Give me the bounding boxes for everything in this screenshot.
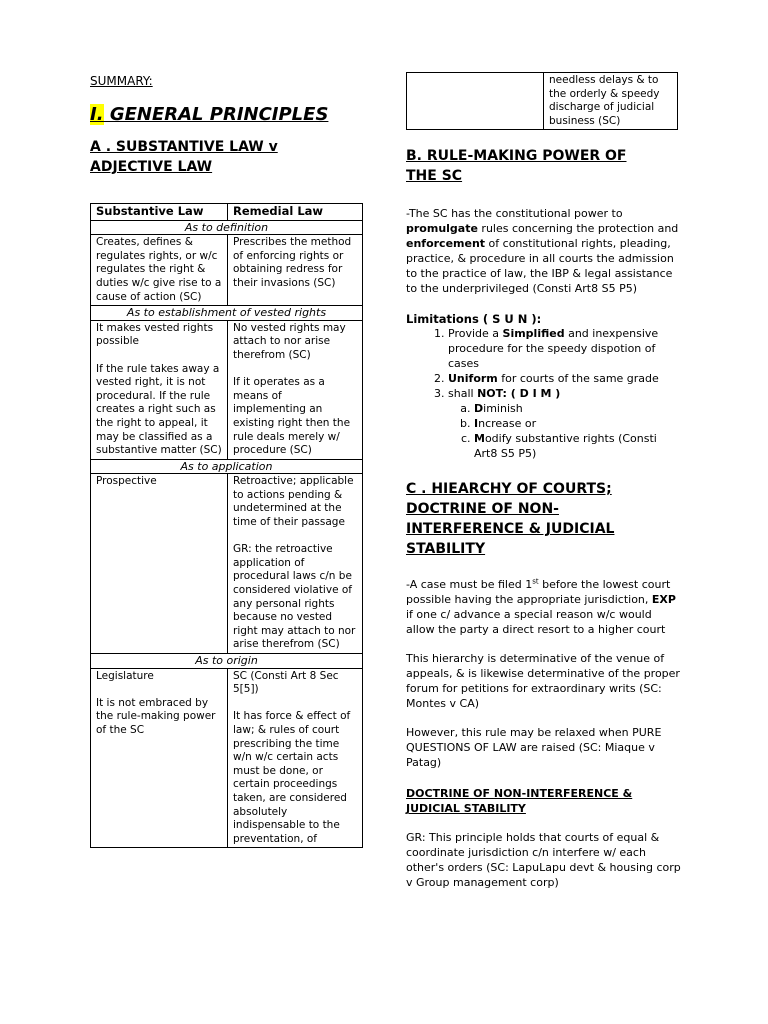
text-run: rules concerning the protection and [477, 222, 679, 236]
section-application: As to application [91, 459, 363, 474]
superscript: st [532, 577, 539, 586]
dim-list [448, 401, 681, 461]
dim-item [474, 401, 681, 416]
text-run: iminish [483, 402, 523, 416]
cell-app-remedial [228, 474, 363, 654]
cell-text: It has force & effect of law; & rules of court prescribing the time w/n w/c certain acts must be done, or certain proceedings taken, are considered absolutely indispensable to the preventation, of [233, 710, 351, 845]
section-c-heading [406, 479, 681, 559]
cell-vested-substantive [91, 320, 228, 459]
text-run-bold: Uniform [448, 372, 498, 386]
doctrine-line: JUDICIAL STABILITY [406, 802, 526, 816]
limitations-title: Limitations ( S U N ): [406, 312, 542, 327]
text-run-bold: NOT: ( D I M ) [477, 387, 561, 401]
text-run: ncrease or [478, 417, 537, 431]
text-run: Provide a [448, 327, 503, 341]
cell-origin-substantive [91, 668, 228, 848]
text-run-bold: I [474, 417, 479, 431]
dim-item [474, 416, 681, 431]
section-b-line1: B. RULE-MAKING POWER OF [406, 148, 627, 165]
limitation-item [448, 371, 681, 386]
right-column [406, 72, 681, 890]
dim-item [474, 431, 681, 461]
text-run: for courts of the same grade [497, 372, 659, 386]
cell-def-remedial [228, 235, 363, 306]
cell-text: Legislature [96, 669, 154, 682]
cell-text: It is not embraced by the rule-making power of the SC [96, 696, 216, 736]
table-header-remedial: Remedial Law [228, 204, 363, 221]
hierarchy-paragraph-3: However, this rule may be relaxed when PURE QUESTIONS OF LAW are raised (SC: Miaque v Patag) [406, 726, 662, 770]
section-b-line2: THE SC [406, 168, 463, 185]
hierarchy-paragraph-2: This hierarchy is determinative of the venue of appeals, & is likewise determinative of the proper forum for petitions for extraordinary writs (SC: Montes v CA) [406, 652, 680, 711]
rule-making-paragraph [406, 206, 681, 296]
section-c-line: STABILITY [406, 541, 486, 558]
text-run: -The SC has the constitutional power to [406, 207, 623, 221]
cell-text: No vested rights may attach to nor arise therefrom (SC) [233, 321, 346, 361]
cell-text: Prescribes the method of enforcing rights or obtaining redress for their invasions (SC) [233, 236, 352, 289]
text-run: and inexpensive procedure for the speedy dispotion of cases [448, 327, 659, 371]
text-run-bold: M [474, 432, 485, 446]
cell-app-substantive [91, 474, 228, 654]
cell-origin-remedial [228, 668, 363, 848]
section-origin: As to origin [91, 654, 363, 669]
left-column [90, 70, 365, 848]
cell-vested-remedial [228, 320, 363, 459]
text-run-bold: promulgate [406, 222, 478, 236]
general-principles-title [90, 104, 365, 125]
limitation-item [448, 386, 681, 461]
limitation-item [448, 326, 681, 371]
cell-text: Retroactive; applicable to actions pending & undetermined at the time of their passage [233, 475, 354, 529]
text-run-bold: enforcement [406, 237, 486, 251]
continued-table [406, 72, 678, 130]
cell-def-substantive [91, 235, 228, 306]
continued-cell-empty [407, 73, 544, 130]
text-run-bold: EXP [651, 593, 676, 607]
text-run: shall [448, 387, 478, 401]
section-a-line1: A . SUBSTANTIVE LAW v [90, 139, 278, 155]
title-text: GENERAL PRINCIPLES [103, 104, 329, 125]
cell-text: GR: the retroactive application of procedural laws c/n be considered violative of any personal rights because no vested right may attach to nor arise therefrom (SC) [233, 543, 356, 651]
text-run: if one c/ advance a special reason w/c would allow the party a direct resort to a higher court [406, 608, 666, 637]
text-run: before the lowest court possible having the appropriate jurisdiction, [406, 578, 671, 607]
table-header-substantive: Substantive Law [91, 204, 228, 221]
doctrine-paragraph: GR: This principle holds that courts of equal & coordinate jurisdiction c/n interfere w/ each other's orders (SC: LapuLapu devt & housing corp v Group management corp) [406, 831, 681, 890]
text-run: of constitutional rights, pleading, practice, & procedure in all courts the admission to the practice of law, the IBP & legal assistance to the underprivileged (Consti Art8 S5 P5) [406, 237, 674, 296]
cell-text: If it operates as a means of implementing an existing right then the rule deals merely w/ procedure (SC) [233, 376, 351, 457]
doctrine-line: DOCTRINE OF NON-INTERFERENCE & [406, 787, 633, 801]
cell-text: SC (Consti Art 8 Sec 5[5]) [233, 669, 339, 696]
section-c-line: DOCTRINE OF NON- [406, 501, 559, 518]
hierarchy-paragraph-1 [406, 577, 681, 637]
section-a-line2: ADJECTIVE LAW [90, 159, 213, 175]
substantive-vs-remedial-table [90, 203, 363, 848]
text-run-bold: D [474, 402, 484, 416]
section-vested-rights: As to establishment of vested rights [91, 306, 363, 321]
cell-text: Prospective [96, 475, 157, 488]
cell-text: It makes vested rights possible [96, 321, 214, 348]
title-number: I. [90, 104, 104, 125]
summary-label: SUMMARY: [90, 74, 153, 88]
section-c-line: C . HIEARCHY OF COURTS; [406, 481, 612, 498]
limitations-list [406, 326, 681, 461]
cell-text: If the rule takes away a vested right, it is not procedural. If the rule creates a right such as the right to appeal, it may be classified as a substantive matter (SC) [96, 362, 222, 457]
section-c-line: INTERFERENCE & JUDICIAL [406, 521, 615, 538]
text-run-bold: Simplified [502, 327, 565, 341]
text-run: odify substantive rights (Consti Art8 S5 P5) [474, 432, 657, 461]
section-a-heading [90, 137, 365, 177]
text-run: -A case must be filed 1 [406, 578, 533, 592]
section-b-heading [406, 146, 681, 186]
doctrine-heading [406, 786, 681, 816]
cell-text: Creates, defines & regulates rights, or w/c regulates the right & duties w/c give rise to a cause of action (SC) [96, 236, 222, 303]
continued-cell-text: needless delays & to the orderly & speedy discharge of judicial business (SC) [544, 73, 678, 130]
section-definition: As to definition [91, 220, 363, 235]
